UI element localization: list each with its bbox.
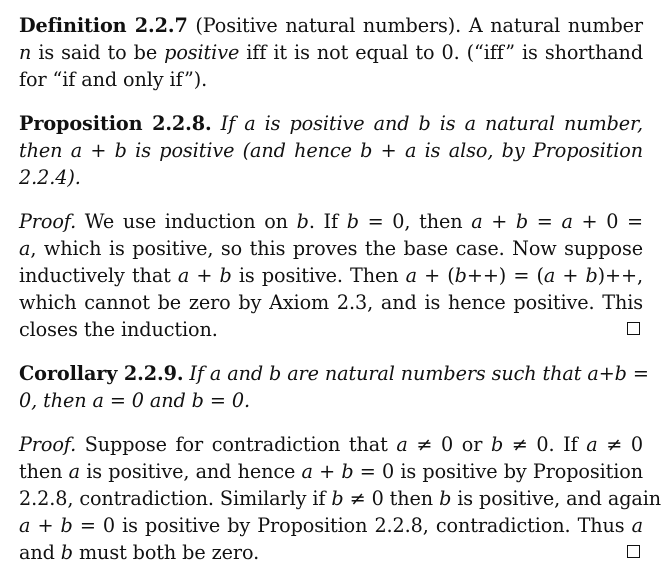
corollary-block (19, 360, 649, 414)
italic-text: a (586, 433, 598, 456)
body-text: , which is positive, so this proves the base case. Now suppose (30, 237, 643, 260)
italic-text: b (439, 487, 452, 510)
heading-text: Definition 2.2.7 (19, 14, 188, 37)
proof-line (19, 458, 643, 485)
italic-text: b (515, 210, 529, 233)
italic-text: b (490, 433, 504, 456)
proposition-line (19, 137, 643, 164)
definition-block (19, 12, 643, 93)
italic-text: a (301, 460, 313, 483)
italic-text: n (19, 41, 32, 64)
italic-text: Proof. (19, 433, 77, 456)
body-text: then (19, 460, 69, 483)
italic-text: b (585, 264, 598, 287)
body-text: = 0 is positive by Proposition (353, 460, 643, 483)
proof-line (19, 289, 643, 316)
heading-text: Proposition 2.2.8. (19, 112, 212, 135)
corollary-line (19, 360, 649, 387)
italic-text: a (471, 210, 483, 233)
italic-text: then a + b is positive (and hence b + a is also, by Proposition (19, 139, 643, 162)
body-text: + (555, 264, 586, 287)
italic-text: a (561, 210, 573, 233)
italic-text: a (631, 514, 643, 537)
proof-line (19, 316, 643, 343)
body-text: is positive, and again (451, 487, 662, 510)
body-text: = 0, then (358, 210, 472, 233)
proof-line (19, 262, 643, 289)
body-text: 2.2.8, contradiction. Similarly if (19, 487, 332, 510)
body-text: ≠ 0. If (503, 433, 587, 456)
italic-text: b (331, 487, 344, 510)
proof-line (19, 485, 662, 512)
body-text: ≠ 0 (597, 433, 644, 456)
italic-text: b (341, 460, 354, 483)
italic-text: If a and b are natural numbers such that a+b = (183, 362, 649, 385)
definition-line (19, 66, 643, 93)
proof-block-1 (19, 208, 643, 343)
body-text: for “if and only if”). (19, 68, 208, 91)
italic-text: b (60, 541, 73, 564)
document-page (19, 12, 662, 566)
proof-line (19, 208, 643, 235)
italic-text: a (19, 237, 31, 260)
italic-text: a (177, 264, 190, 287)
body-text: is positive. Then (231, 264, 406, 287)
italic-text: 2.2.4). (19, 166, 81, 189)
proof-line (19, 512, 643, 539)
italic-text: a (19, 514, 31, 537)
italic-text: b (346, 210, 359, 233)
body-text: We use induction on (76, 210, 297, 233)
body-text: must both be zero. (72, 541, 260, 564)
body-text: is said to be (31, 41, 165, 64)
body-text: and (19, 541, 61, 564)
body-text: ++) = ( (466, 264, 544, 287)
proof-block-2 (19, 431, 662, 566)
qed-icon (627, 322, 640, 335)
body-text: ≠ 0 or (407, 433, 491, 456)
body-text: + ( (416, 264, 455, 287)
italic-text: positive (164, 41, 240, 64)
italic-text: a (405, 264, 417, 287)
definition-line (19, 39, 643, 66)
body-text: is positive, and hence (79, 460, 302, 483)
italic-text: a (68, 460, 80, 483)
body-text: Suppose for contradiction that (76, 433, 397, 456)
body-text: + (30, 514, 61, 537)
body-text: iff it is not equal to 0. (“iff” is shorthand (239, 41, 643, 64)
body-text: inductively that (19, 264, 178, 287)
proof-line (19, 539, 643, 566)
proof-line (19, 431, 643, 458)
body-text: which cannot be zero by Axiom 2.3, and is hence positive. This (19, 291, 643, 314)
italic-text: b (296, 210, 309, 233)
body-text: + (189, 264, 220, 287)
body-text: )++, (597, 264, 643, 287)
body-text: ≠ 0 then (343, 487, 440, 510)
italic-text: b (219, 264, 232, 287)
heading-text: Corollary 2.2.9. (19, 362, 184, 385)
body-text: closes the induction. (19, 318, 218, 341)
body-text: + 0 = (572, 210, 644, 233)
qed-icon (627, 545, 640, 558)
italic-text: b (454, 264, 467, 287)
body-text: = 0 is positive by Proposition 2.2.8, contradiction. Thus (72, 514, 632, 537)
italic-text: b (60, 514, 73, 537)
proposition-line (19, 164, 643, 191)
proposition-block (19, 110, 643, 191)
definition-line (19, 12, 643, 39)
proposition-line (19, 110, 643, 137)
italic-text: Proof. (19, 210, 77, 233)
corollary-line (19, 387, 643, 414)
italic-text: 0, then a = 0 and b = 0. (19, 389, 250, 412)
italic-text: If a is positive and b is a natural number, (211, 112, 643, 135)
italic-text: a (396, 433, 408, 456)
body-text: (Positive natural numbers). A natural number (187, 14, 643, 37)
italic-text: a (543, 264, 556, 287)
body-text: + (482, 210, 516, 233)
body-text: . If (308, 210, 347, 233)
body-text: + (312, 460, 342, 483)
body-text: = (528, 210, 562, 233)
proof-line (19, 235, 643, 262)
